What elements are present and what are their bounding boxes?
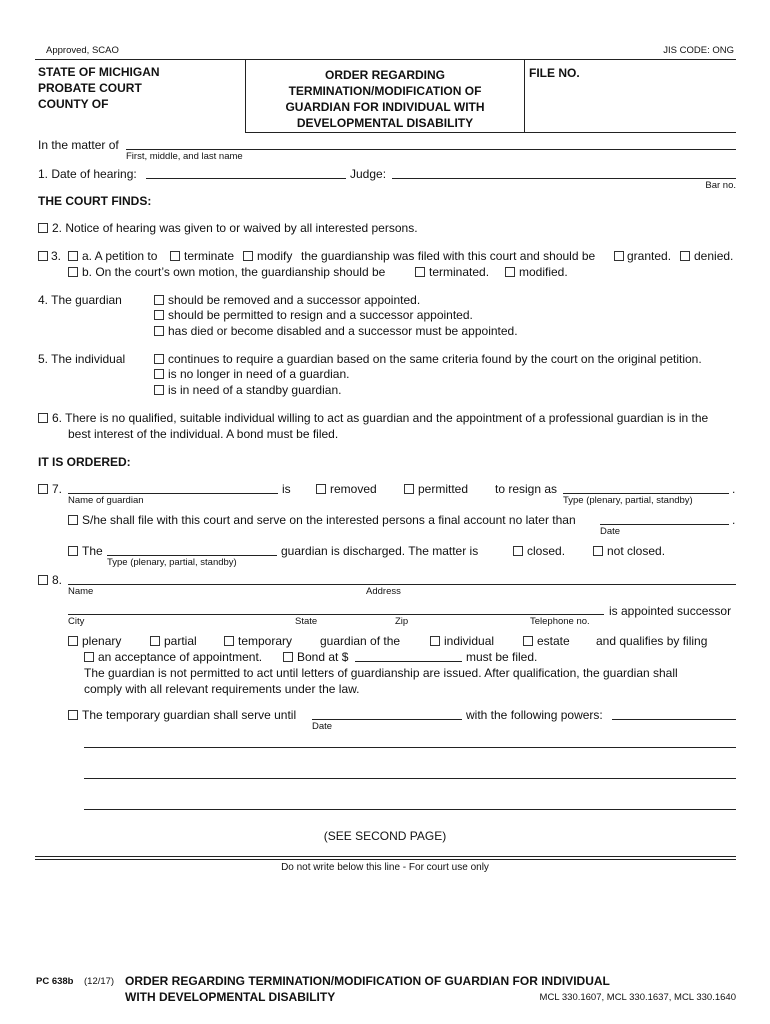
temp-serve-date-sub: Date	[312, 721, 333, 732]
court-line-1: STATE OF MICHIGAN	[38, 65, 160, 79]
closed-checkbox[interactable]	[513, 546, 523, 556]
final-account-date-field[interactable]	[600, 524, 729, 525]
individual-label: individual	[444, 634, 495, 648]
plenary-label: plenary	[82, 634, 122, 648]
jis-code: JIS CODE: ONG	[663, 45, 734, 56]
powers-label: with the following powers:	[466, 708, 603, 722]
appointed-label: is appointed successor	[609, 604, 732, 618]
terminate-checkbox[interactable]	[170, 251, 180, 261]
court-use-note: Do not write below this line - For court use only	[281, 862, 489, 873]
item7-period: .	[732, 482, 736, 496]
partial-label: partial	[164, 634, 197, 648]
item4-opt1-checkbox[interactable]	[154, 295, 164, 305]
denied-checkbox[interactable]	[680, 251, 690, 261]
item7-num: 7.	[52, 482, 63, 496]
resign-label: to resign as	[495, 482, 558, 496]
estate-checkbox[interactable]	[523, 636, 533, 646]
granted-checkbox[interactable]	[614, 251, 624, 261]
court-use-rule-2	[35, 859, 736, 860]
bond-label: Bond at $	[297, 650, 349, 664]
item8-address-sub: Address	[366, 586, 401, 597]
mcl-citation: MCL 330.1607, MCL 330.1637, MCL 330.1640	[539, 992, 736, 1003]
form-revision: (12/17)	[84, 976, 115, 987]
temp-serve-label: The temporary guardian shall serve until	[82, 708, 297, 722]
item6-line1: 6. There is no qualified, suitable individual willing to act as guardian and the appointment of a professional guardian is in the	[52, 411, 709, 425]
item5-label: 5. The individual	[38, 352, 126, 366]
footer-title-line1: ORDER REGARDING TERMINATION/MODIFICATION OF GUARDIAN FOR INDIVIDUAL	[125, 974, 610, 988]
title-line-4: DEVELOPMENTAL DISABILITY	[296, 116, 474, 130]
bond-filed-label: must be filed.	[466, 650, 538, 664]
modify-checkbox[interactable]	[243, 251, 253, 261]
acceptance-label: an acceptance of appointment.	[98, 650, 263, 664]
item7-name-sub: Name of guardian	[68, 495, 144, 506]
discharged-type-field[interactable]	[107, 555, 277, 556]
file-no-label: FILE NO.	[529, 66, 580, 80]
successor-city-field[interactable]	[68, 614, 604, 615]
item4-opt1: should be removed and a successor appointed.	[168, 293, 421, 307]
item2-checkbox[interactable]	[38, 223, 48, 233]
powers-field-2[interactable]	[84, 747, 736, 748]
matter-label: In the matter of	[38, 138, 119, 152]
bar-no-label: Bar no.	[705, 180, 736, 191]
footer-title-line2: WITH DEVELOPMENTAL DISABILITY	[125, 990, 336, 1004]
see-second-page: (SEE SECOND PAGE)	[323, 829, 447, 843]
removed-checkbox[interactable]	[316, 484, 326, 494]
title-line-1: ORDER REGARDING	[324, 68, 445, 82]
item4-opt3: has died or become disabled and a successor must be appointed.	[168, 324, 518, 338]
item7-checkbox[interactable]	[38, 484, 48, 494]
not-closed-label: not closed.	[607, 544, 666, 558]
city-sub: City	[68, 616, 85, 627]
item5-opt2: is no longer in need of a guardian.	[168, 367, 350, 381]
ordered-heading: IT IS ORDERED:	[38, 455, 131, 469]
hearing-date-field[interactable]	[146, 178, 346, 179]
modified-checkbox[interactable]	[505, 267, 515, 277]
header-top-rule	[35, 59, 736, 60]
hearing-date-label: 1. Date of hearing:	[38, 167, 137, 181]
item3-num: 3.	[51, 249, 62, 263]
item3b-text: b. On the court’s own motion, the guardianship should be	[82, 265, 386, 279]
estate-label: estate	[537, 634, 570, 648]
closed-label: closed.	[527, 544, 566, 558]
temporary-label: temporary	[238, 634, 293, 648]
item3a-checkbox[interactable]	[68, 251, 78, 261]
item6-checkbox[interactable]	[38, 413, 48, 423]
item4-opt3-checkbox[interactable]	[154, 326, 164, 336]
judge-label: Judge:	[350, 167, 387, 181]
header-title-bottom	[245, 132, 524, 133]
court-line-3: COUNTY OF	[38, 97, 109, 111]
item7-type-field[interactable]	[563, 493, 729, 494]
court-line-2: PROBATE COURT	[38, 81, 142, 95]
item5-opt1-checkbox[interactable]	[154, 354, 164, 364]
granted-label: granted.	[627, 249, 672, 263]
court-finds-heading: THE COURT FINDS:	[38, 194, 152, 208]
discharged-text: guardian is discharged. The matter is	[281, 544, 479, 558]
terminated-checkbox[interactable]	[415, 267, 425, 277]
matter-name-field[interactable]	[126, 149, 736, 150]
temp-serve-checkbox[interactable]	[68, 710, 78, 720]
item4-opt2-checkbox[interactable]	[154, 310, 164, 320]
item8-checkbox[interactable]	[38, 575, 48, 585]
partial-checkbox[interactable]	[150, 636, 160, 646]
item2-text: 2. Notice of hearing was given to or waived by all interested persons.	[52, 221, 418, 235]
item8-num: 8.	[52, 573, 63, 587]
item7-is: is	[282, 482, 291, 496]
bond-amount-field[interactable]	[355, 661, 462, 662]
discharged-checkbox[interactable]	[68, 546, 78, 556]
bond-checkbox[interactable]	[283, 652, 293, 662]
item7-type-sub: Type (plenary, partial, standby)	[563, 495, 693, 506]
temporary-checkbox[interactable]	[224, 636, 234, 646]
item6-line2: best interest of the individual. A bond must be filed.	[68, 427, 339, 441]
plenary-checkbox[interactable]	[68, 636, 78, 646]
the-label: The	[82, 544, 103, 558]
modified-label: modified.	[519, 265, 568, 279]
powers-field-3[interactable]	[84, 778, 736, 779]
powers-field-1[interactable]	[612, 719, 736, 720]
temp-serve-date-field[interactable]	[312, 719, 462, 720]
header-divider-2	[524, 59, 525, 132]
item7-guardian-name-field[interactable]	[68, 493, 278, 494]
item4-label: 4. The guardian	[38, 293, 122, 307]
item8-para-line1: The guardian is not permitted to act until letters of guardianship are issued. After qualification, the guardian shall	[84, 666, 678, 680]
acceptance-checkbox[interactable]	[84, 652, 94, 662]
terminated-label: terminated.	[429, 265, 490, 279]
final-account-period: .	[732, 513, 736, 527]
modify-label: modify	[257, 249, 293, 263]
item3a-prefix: a. A petition to	[82, 249, 158, 263]
item5-opt1: continues to require a guardian based on the same criteria found by the court on the original petition.	[168, 352, 702, 366]
approved-text: Approved, SCAO	[46, 45, 119, 56]
state-sub: State	[295, 616, 318, 627]
permitted-label: permitted	[418, 482, 469, 496]
final-account-date-sub: Date	[600, 526, 621, 537]
powers-field-4[interactable]	[84, 809, 736, 810]
removed-label: removed	[330, 482, 377, 496]
zip-sub: Zip	[395, 616, 409, 627]
final-account-text: S/he shall file with this court and serve on the interested persons a final account no later than	[82, 513, 576, 527]
item5-opt3-checkbox[interactable]	[154, 385, 164, 395]
not-closed-checkbox[interactable]	[593, 546, 603, 556]
permitted-checkbox[interactable]	[404, 484, 414, 494]
qualifies-label: and qualifies by filing	[596, 634, 708, 648]
item5-opt3: is in need of a standby guardian.	[168, 383, 342, 397]
final-account-checkbox[interactable]	[68, 515, 78, 525]
denied-label: denied.	[694, 249, 734, 263]
title-line-2: TERMINATION/MODIFICATION OF	[288, 84, 482, 98]
matter-sub: First, middle, and last name	[126, 151, 243, 162]
item8-para-line2: comply with all relevant requirements under the law.	[84, 682, 360, 696]
header-file-bottom	[524, 132, 736, 133]
form-number: PC 638b	[36, 976, 74, 987]
successor-name-address-field[interactable]	[68, 584, 736, 585]
item3b-checkbox[interactable]	[68, 267, 78, 277]
terminate-label: terminate	[184, 249, 235, 263]
guardian-of-label: guardian of the	[320, 634, 401, 648]
item3a-mid: the guardianship was filed with this court and should be	[301, 249, 596, 263]
item5-opt2-checkbox[interactable]	[154, 369, 164, 379]
item3-checkbox[interactable]	[38, 251, 48, 261]
court-use-rule-1	[35, 856, 736, 857]
discharged-type-sub: Type (plenary, partial, standby)	[107, 557, 237, 568]
title-line-3: GUARDIAN FOR INDIVIDUAL WITH	[285, 100, 485, 114]
item8-name-sub: Name	[68, 586, 94, 597]
judge-field[interactable]	[392, 178, 736, 179]
individual-checkbox[interactable]	[430, 636, 440, 646]
phone-sub: Telephone no.	[530, 616, 590, 627]
item4-opt2: should be permitted to resign and a successor appointed.	[168, 308, 473, 322]
